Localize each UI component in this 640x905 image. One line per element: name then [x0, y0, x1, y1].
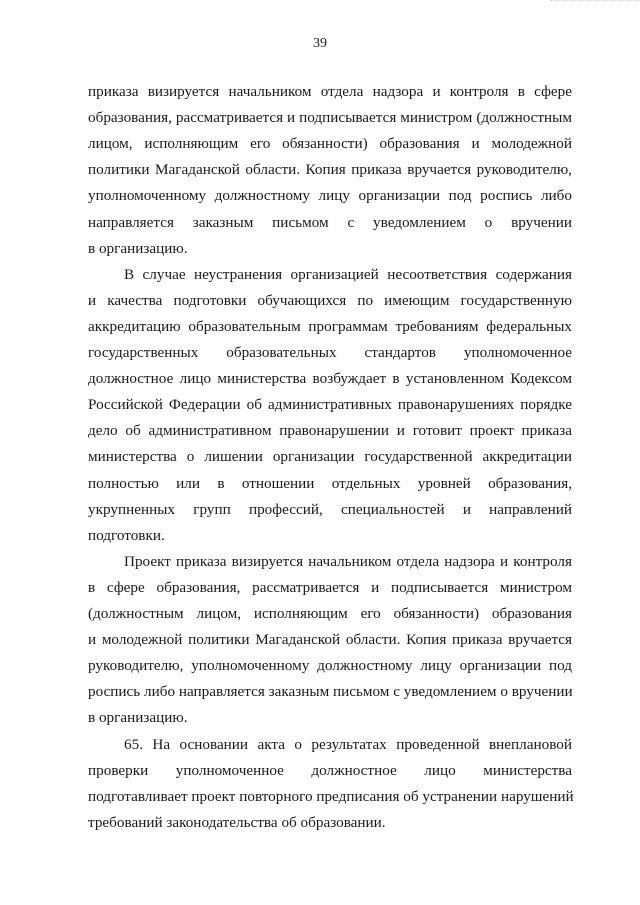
text-line: и качества подготовки обучающихся по имеющим государственную: [88, 291, 572, 309]
text-line: приказа визируется начальником отдела надзора и контроля в сфере: [88, 83, 572, 100]
text-line: проверки уполномоченное должностное лицо министерства: [88, 761, 572, 779]
text-line: государственных образовательных стандартов уполномоченное: [88, 344, 572, 361]
text-line: направляется заказным письмом с уведомлением о вручении: [88, 213, 572, 231]
text-line: дело об административном правонарушении и готовит проект приказа: [88, 422, 572, 440]
text-line: политики Магаданской области. Копия приказа вручается руководителю,: [88, 161, 572, 179]
text-line: укрупненных групп профессий, специальностей и направлений: [88, 500, 572, 518]
text-line: требований законодательства об образовании.: [88, 813, 386, 831]
text-line: подготовки.: [88, 526, 165, 544]
text-line: в организацию.: [88, 239, 188, 257]
text-line: аккредитацию образовательным программам требованиям федеральных: [88, 317, 572, 335]
text-line: 65. На основании акта о результатах проведенной внеплановой: [124, 735, 572, 753]
text-line: В случае неустранения организацией несоответствия содержания: [124, 265, 572, 283]
text-line: в сфере образования, рассматривается и подписывается министром: [88, 578, 572, 596]
text-line: руководителю, уполномоченному должностному лицу организации под: [88, 657, 572, 675]
text-line: подготавливает проект повторного предписания об устранении нарушений: [88, 787, 574, 805]
text-line: образования, рассматривается и подписывается министром (должностным: [88, 109, 572, 127]
text-line: Российской Федерации об административных правонарушениях порядке: [88, 396, 572, 414]
text-line: должностное лицо министерства возбуждает в установленном Кодексом: [88, 370, 572, 388]
text-line: полностью или в отношении отдельных уровней образования,: [88, 474, 572, 492]
text-line: (должностным лицом, исполняющим его обязанности) образования: [88, 605, 572, 622]
text-line: министерства о лишении организации государственной аккредитации: [88, 448, 572, 466]
page-number: 39: [313, 36, 327, 51]
text-line: и молодежной политики Магаданской области. Копия приказа вручается: [88, 631, 572, 649]
text-line: Проект приказа визируется начальником отдела надзора и контроля: [124, 552, 572, 570]
text-line: уполномоченному должностному лицу организации под роспись либо: [88, 187, 572, 205]
scan-edge-mark: [550, 0, 640, 7]
text-line: в организацию.: [88, 709, 188, 727]
text-line: лицом, исполняющим его обязанности) образования и молодежной: [88, 135, 572, 153]
text-line: роспись либо направляется заказным письмом с уведомлением о вручении: [88, 683, 573, 701]
